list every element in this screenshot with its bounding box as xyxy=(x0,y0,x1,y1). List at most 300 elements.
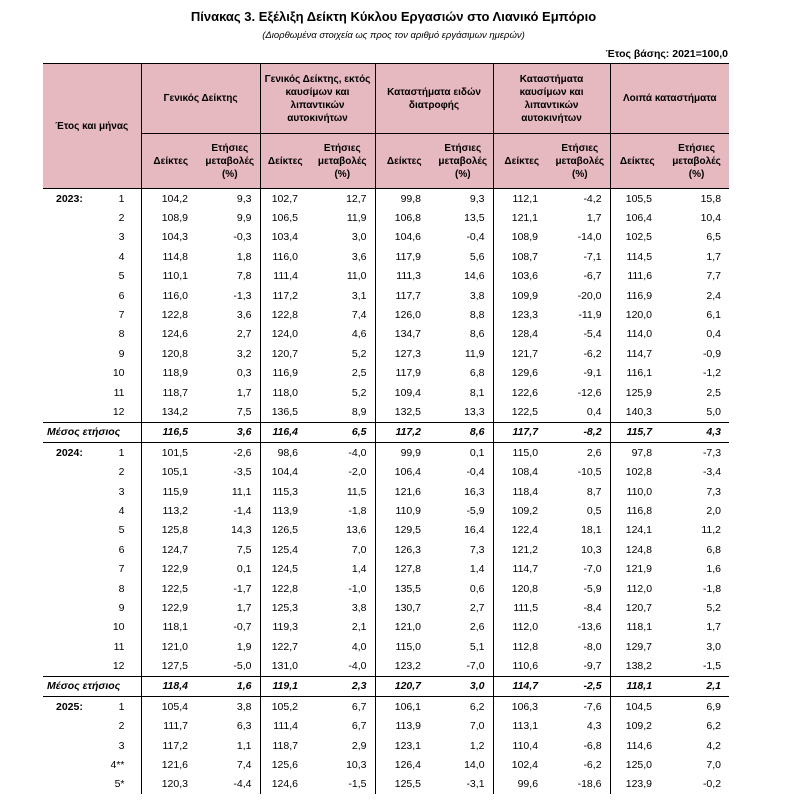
table-row xyxy=(43,383,729,402)
row-label-cell xyxy=(43,462,141,481)
index-value: 106,5 xyxy=(260,208,310,227)
subheader-annual-change: Ετήσιες μεταβολές (%) xyxy=(550,134,610,189)
index-value: 121,6 xyxy=(141,755,200,774)
index-value: 120,8 xyxy=(141,344,200,363)
annual-change-value: 6,5 xyxy=(706,231,722,244)
annual-change-value: -1,5 xyxy=(348,778,367,791)
annual-change-value: 3,6 xyxy=(236,309,252,322)
index-value: 128,4 xyxy=(493,325,550,344)
annual-change-value: -9,7 xyxy=(583,660,602,673)
annual-change-value: -6,2 xyxy=(583,347,602,360)
row-label-cell xyxy=(43,540,141,559)
row-label-cell xyxy=(43,521,141,540)
month-label: 12 xyxy=(112,660,125,673)
row-label-cell xyxy=(43,775,141,794)
annual-change-value: -0,3 xyxy=(233,231,252,244)
table-row xyxy=(43,286,729,305)
index-value: 99,6 xyxy=(493,775,550,794)
average-change-value: 2,3 xyxy=(310,676,375,696)
year-label xyxy=(43,697,141,717)
annual-change-value: 2,9 xyxy=(351,739,367,752)
average-change-value: -2,5 xyxy=(550,676,610,696)
index-value: 121,6 xyxy=(375,482,433,501)
annual-change-value: 14,0 xyxy=(464,759,485,772)
row-label-cell xyxy=(43,208,141,227)
annual-change-value: 4,6 xyxy=(351,328,367,341)
average-change-value: 3,0 xyxy=(433,676,493,696)
index-value: 116,9 xyxy=(610,286,664,305)
index-value: 106,8 xyxy=(375,208,433,227)
table-row xyxy=(43,247,729,266)
annual-change-value: -8,0 xyxy=(583,640,602,653)
index-value: 113,9 xyxy=(375,717,433,736)
annual-change-value: 8,9 xyxy=(351,405,367,418)
annual-change-value: 10,4 xyxy=(700,212,722,225)
average-change-value: -8,2 xyxy=(550,422,610,442)
month-label: 7 xyxy=(118,309,125,322)
index-value: 102,7 xyxy=(260,189,310,209)
index-value: 122,5 xyxy=(141,579,200,598)
annual-change-value: 6,9 xyxy=(664,697,729,717)
average-change-value: 3,6 xyxy=(200,422,260,442)
annual-change-value: 7,0 xyxy=(706,759,722,772)
month-label: 4** xyxy=(110,759,125,772)
year-text: 2025: xyxy=(56,700,83,713)
annual-change-value: -7,0 xyxy=(583,563,602,576)
annual-change-value: 1,7 xyxy=(706,250,722,263)
annual-change-value: -18,6 xyxy=(577,778,602,791)
index-value: 102,4 xyxy=(493,755,550,774)
annual-change-value: -0,4 xyxy=(466,231,485,244)
annual-change-value: 11,5 xyxy=(346,485,367,498)
annual-change-value: 0,1 xyxy=(236,563,252,576)
annual-change-value: 18,1 xyxy=(581,524,602,537)
index-value: 129,7 xyxy=(610,637,664,656)
subheader-index: Δείκτες xyxy=(375,134,433,189)
annual-change-value: 7,5 xyxy=(236,405,252,418)
table-row xyxy=(43,598,729,617)
index-value: 124,6 xyxy=(260,775,310,794)
index-value: 114,6 xyxy=(610,736,664,755)
row-label-cell xyxy=(43,364,141,383)
annual-change-value: 1,6 xyxy=(706,563,722,576)
annual-change-value: 1,9 xyxy=(236,640,252,653)
index-value: 118,7 xyxy=(141,383,200,402)
index-value: 111,3 xyxy=(375,267,433,286)
table-row xyxy=(43,344,729,363)
index-value: 114,0 xyxy=(610,325,664,344)
annual-change-value: 1,7 xyxy=(706,621,722,634)
month-label: 9 xyxy=(118,601,125,614)
month-label: 3 xyxy=(118,739,125,752)
annual-change-value: 0,4 xyxy=(586,405,602,418)
table-row xyxy=(43,501,729,520)
annual-change-value: -14,0 xyxy=(577,231,602,244)
annual-change-value: 1,4 xyxy=(469,563,485,576)
annual-change-value: -0,4 xyxy=(466,466,485,479)
index-value: 117,9 xyxy=(375,364,433,383)
index-value: 104,2 xyxy=(141,189,200,209)
index-value: 103,6 xyxy=(493,267,550,286)
annual-change-value: 1,2 xyxy=(469,739,485,752)
table-row xyxy=(43,364,729,383)
index-value: 116,0 xyxy=(260,247,310,266)
subheader-index: Δείκτες xyxy=(141,134,200,189)
annual-change-value: 3,1 xyxy=(351,289,367,302)
annual-change-value: -6,7 xyxy=(583,270,602,283)
month-label: 3 xyxy=(118,231,125,244)
annual-change-value: -1,5 xyxy=(702,660,722,673)
annual-change-value: -9,1 xyxy=(583,367,602,380)
annual-change-value: -7,6 xyxy=(550,697,610,717)
index-value: 129,5 xyxy=(375,521,433,540)
row-label-header: Έτος και μήνας xyxy=(43,64,141,189)
annual-change-value: 2,7 xyxy=(236,328,252,341)
index-value: 118,9 xyxy=(141,364,200,383)
index-value: 101,5 xyxy=(141,443,200,463)
row-label-cell xyxy=(43,383,141,402)
annual-change-value: 2,6 xyxy=(550,443,610,463)
annual-change-value: -8,4 xyxy=(583,601,602,614)
index-value: 120,7 xyxy=(610,598,664,617)
subheader-row xyxy=(43,134,729,189)
group-header-general-index: Γενικός Δείκτης xyxy=(141,64,260,134)
index-value: 98,6 xyxy=(260,443,310,463)
annual-change-value: 7,3 xyxy=(706,485,722,498)
index-value: 116,8 xyxy=(610,501,664,520)
index-value: 126,4 xyxy=(375,755,433,774)
annual-change-value: 10,3 xyxy=(581,543,602,556)
annual-change-value: -7,3 xyxy=(664,443,729,463)
annual-change-value: -1,8 xyxy=(702,582,722,595)
index-value: 140,3 xyxy=(610,402,664,422)
index-value: 134,2 xyxy=(141,402,200,422)
annual-change-value: -3,5 xyxy=(233,466,252,479)
index-value: 103,4 xyxy=(260,228,310,247)
annual-change-value: 13,5 xyxy=(464,212,485,225)
index-value: 118,7 xyxy=(260,736,310,755)
index-value: 121,1 xyxy=(493,208,550,227)
table-row xyxy=(43,775,729,794)
annual-change-value: -10,5 xyxy=(577,466,602,479)
index-value: 121,7 xyxy=(493,344,550,363)
group-header-general-excl-fuel: Γενικός Δείκτης, εκτός καυσίμων και λιπαντικών αυτοκινήτων xyxy=(260,64,375,134)
annual-change-value: 5,2 xyxy=(706,601,722,614)
index-value: 134,7 xyxy=(375,325,433,344)
index-value: 123,2 xyxy=(375,656,433,676)
index-value: 120,3 xyxy=(141,775,200,794)
row-label-cell xyxy=(43,325,141,344)
month-label: 5 xyxy=(118,270,125,283)
row-label-cell xyxy=(43,598,141,617)
table-row xyxy=(43,189,729,209)
index-value: 122,8 xyxy=(141,305,200,324)
month-label: 9 xyxy=(118,347,125,360)
annual-change-value: 11,2 xyxy=(701,524,722,537)
table-row xyxy=(43,579,729,598)
annual-change-value: 5,1 xyxy=(469,640,485,653)
index-value: 126,5 xyxy=(260,521,310,540)
index-value: 109,2 xyxy=(610,717,664,736)
annual-change-value: 2,0 xyxy=(706,504,722,517)
index-value: 114,7 xyxy=(493,559,550,578)
index-value: 123,9 xyxy=(610,775,664,794)
row-label-cell xyxy=(43,736,141,755)
index-value: 115,0 xyxy=(493,443,550,463)
annual-change-value: 7,5 xyxy=(236,543,252,556)
group-header-fuel-stores: Καταστήματα καυσίμων και λιπαντικών αυτοκινήτων xyxy=(493,64,610,134)
index-value: 130,7 xyxy=(375,598,433,617)
annual-change-value: 6,7 xyxy=(351,720,367,733)
average-index-value: 116,4 xyxy=(260,422,310,442)
base-year-note: Έτος βάσης: 2021=100,0 xyxy=(605,48,728,60)
annual-change-value: 0,3 xyxy=(236,367,252,380)
annual-change-value: -1,0 xyxy=(348,582,367,595)
annual-change-value: 9,3 xyxy=(200,189,260,209)
index-value: 127,8 xyxy=(375,559,433,578)
index-value: 125,3 xyxy=(260,598,310,617)
year-text: 2023: xyxy=(56,192,83,205)
index-value: 118,0 xyxy=(260,383,310,402)
annual-change-value: 3,0 xyxy=(351,231,367,244)
table-row xyxy=(43,267,729,286)
average-index-value: 114,7 xyxy=(493,676,550,696)
index-value: 109,2 xyxy=(493,501,550,520)
index-value: 115,0 xyxy=(375,637,433,656)
index-value: 135,5 xyxy=(375,579,433,598)
annual-change-value: 2,1 xyxy=(351,621,367,634)
annual-change-value: 11,9 xyxy=(346,212,367,225)
month-label: 6 xyxy=(118,289,125,302)
average-index-value: 117,7 xyxy=(493,422,550,442)
index-value: 116,1 xyxy=(610,364,664,383)
index-value: 110,9 xyxy=(375,501,433,520)
annual-change-value: -1,3 xyxy=(233,289,252,302)
annual-change-value: 13,6 xyxy=(346,524,367,537)
annual-change-value: -7,0 xyxy=(466,660,485,673)
index-value: 124,8 xyxy=(610,540,664,559)
index-value: 122,9 xyxy=(141,598,200,617)
table-row xyxy=(43,402,729,422)
annual-change-value: 0,4 xyxy=(706,328,722,341)
annual-change-value: 2,4 xyxy=(706,289,722,302)
table-row xyxy=(43,305,729,324)
index-value: 110,6 xyxy=(493,656,550,676)
annual-change-value: 2,7 xyxy=(469,601,485,614)
table-row xyxy=(43,540,729,559)
index-value: 124,7 xyxy=(141,540,200,559)
table-row xyxy=(43,717,729,736)
table-row xyxy=(43,462,729,481)
index-value: 124,1 xyxy=(610,521,664,540)
annual-change-value: -4,4 xyxy=(233,778,252,791)
annual-change-value: 5,6 xyxy=(469,250,485,263)
row-label-cell xyxy=(43,344,141,363)
annual-change-value: 6,8 xyxy=(469,367,485,380)
index-value: 117,9 xyxy=(375,247,433,266)
index-value: 108,9 xyxy=(141,208,200,227)
annual-change-value: -1,8 xyxy=(348,504,367,517)
average-index-value: 120,7 xyxy=(375,676,433,696)
annual-change-value: -3,4 xyxy=(702,466,722,479)
table-row xyxy=(43,521,729,540)
annual-change-value: -4,2 xyxy=(550,189,610,209)
annual-change-value: 8,8 xyxy=(469,309,485,322)
row-label-cell xyxy=(43,402,141,422)
annual-change-value: 4,2 xyxy=(706,739,722,752)
annual-change-value: -5,9 xyxy=(583,582,602,595)
annual-change-value: 1,1 xyxy=(236,739,252,752)
index-value: 122,4 xyxy=(493,521,550,540)
subheader-annual-change: Ετήσιες μεταβολές (%) xyxy=(310,134,375,189)
annual-change-value: 3,0 xyxy=(706,640,722,653)
month-label: 1 xyxy=(118,446,125,459)
annual-change-value: 0,5 xyxy=(586,504,602,517)
index-value: 104,3 xyxy=(141,228,200,247)
month-label: 11 xyxy=(113,386,125,399)
subheader-index: Δείκτες xyxy=(493,134,550,189)
index-value: 113,9 xyxy=(260,501,310,520)
index-value: 108,9 xyxy=(493,228,550,247)
index-value: 118,4 xyxy=(493,482,550,501)
index-value: 104,4 xyxy=(260,462,310,481)
month-label: 10 xyxy=(112,367,125,380)
index-value: 121,2 xyxy=(493,540,550,559)
annual-change-value: -4,0 xyxy=(310,443,375,463)
index-value: 125,8 xyxy=(141,521,200,540)
index-value: 117,2 xyxy=(141,736,200,755)
index-value: 106,1 xyxy=(375,697,433,717)
month-label: 2 xyxy=(118,212,125,225)
month-label: 6 xyxy=(118,543,125,556)
subheader-annual-change: Ετήσιες μεταβολές (%) xyxy=(664,134,729,189)
annual-change-value: -1,7 xyxy=(233,582,252,595)
index-value: 121,0 xyxy=(141,637,200,656)
index-value: 112,8 xyxy=(493,637,550,656)
index-value: 124,6 xyxy=(141,325,200,344)
index-value: 117,2 xyxy=(260,286,310,305)
index-value: 114,5 xyxy=(610,247,664,266)
month-label: 4 xyxy=(118,504,125,517)
annual-change-value: 3,6 xyxy=(351,250,367,263)
index-value: 125,5 xyxy=(375,775,433,794)
index-value: 125,4 xyxy=(260,540,310,559)
index-value: 104,5 xyxy=(610,697,664,717)
index-value: 106,3 xyxy=(493,697,550,717)
annual-change-value: -0,9 xyxy=(702,347,722,360)
annual-change-value: 8,7 xyxy=(586,485,602,498)
index-value: 122,9 xyxy=(141,559,200,578)
index-value: 132,5 xyxy=(375,402,433,422)
annual-change-value: 16,4 xyxy=(464,524,485,537)
annual-change-value: -20,0 xyxy=(577,289,602,302)
annual-change-value: 3,8 xyxy=(469,289,485,302)
index-value: 122,8 xyxy=(260,305,310,324)
year-label xyxy=(43,443,141,463)
table-row xyxy=(43,482,729,501)
month-label: 10 xyxy=(112,621,125,634)
annual-change-value: 15,8 xyxy=(664,189,729,209)
index-value: 105,4 xyxy=(141,697,200,717)
annual-change-value: -1,2 xyxy=(702,367,722,380)
index-value: 114,7 xyxy=(610,344,664,363)
index-value: 124,5 xyxy=(260,559,310,578)
annual-change-value: -5,4 xyxy=(583,328,602,341)
annual-change-value: 7,0 xyxy=(351,543,367,556)
average-index-value: 115,7 xyxy=(610,422,664,442)
annual-change-value: -6,2 xyxy=(583,759,602,772)
table-row xyxy=(43,208,729,227)
index-value: 102,5 xyxy=(610,228,664,247)
row-label-cell xyxy=(43,656,141,676)
index-value: 121,0 xyxy=(375,618,433,637)
annual-change-value: 11,0 xyxy=(346,270,367,283)
table-row xyxy=(43,443,729,463)
annual-change-value: 6,7 xyxy=(310,697,375,717)
month-label: 1 xyxy=(118,700,125,713)
annual-change-value: 3,8 xyxy=(200,697,260,717)
table-row xyxy=(43,228,729,247)
index-value: 120,7 xyxy=(260,344,310,363)
subheader-annual-change: Ετήσιες μεταβολές (%) xyxy=(200,134,260,189)
annual-change-value: 10,3 xyxy=(346,759,367,772)
month-label: 5* xyxy=(114,778,125,791)
index-value: 111,4 xyxy=(260,267,310,286)
index-value: 118,1 xyxy=(141,618,200,637)
index-value: 99,8 xyxy=(375,189,433,209)
average-index-value: 118,4 xyxy=(141,676,200,696)
index-value: 108,4 xyxy=(493,462,550,481)
index-value: 112,0 xyxy=(493,618,550,637)
index-value: 114,8 xyxy=(141,247,200,266)
annual-change-value: 7,7 xyxy=(706,270,722,283)
index-value: 127,3 xyxy=(375,344,433,363)
month-label: 11 xyxy=(113,640,125,653)
index-value: 131,0 xyxy=(260,656,310,676)
index-value: 109,4 xyxy=(375,383,433,402)
annual-change-value: -1,4 xyxy=(233,504,252,517)
table-row xyxy=(43,618,729,637)
average-index-value: 116,5 xyxy=(141,422,200,442)
index-value: 116,0 xyxy=(141,286,200,305)
annual-change-value: 3,2 xyxy=(236,347,252,360)
annual-change-value: 14,6 xyxy=(464,270,485,283)
annual-change-value: -13,6 xyxy=(577,621,602,634)
row-label-cell xyxy=(43,637,141,656)
index-value: 113,2 xyxy=(141,501,200,520)
annual-change-value: 9,3 xyxy=(433,189,493,209)
annual-change-value: 5,0 xyxy=(706,405,722,418)
index-value: 118,1 xyxy=(610,618,664,637)
index-value: 105,1 xyxy=(141,462,200,481)
annual-change-value: 7,3 xyxy=(469,543,485,556)
index-value: 110,1 xyxy=(141,267,200,286)
annual-change-value: 1,4 xyxy=(351,563,367,576)
index-value: 123,1 xyxy=(375,736,433,755)
subheader-index: Δείκτες xyxy=(610,134,664,189)
annual-change-value: 6,2 xyxy=(706,720,722,733)
annual-change-value: 1,7 xyxy=(236,601,252,614)
index-value: 125,9 xyxy=(610,383,664,402)
annual-average-label: Μέσος ετήσιος xyxy=(43,676,141,696)
index-value: 119,3 xyxy=(260,618,310,637)
average-index-value: 117,2 xyxy=(375,422,433,442)
annual-change-value: 1,8 xyxy=(236,250,252,263)
annual-change-value: 6,2 xyxy=(433,697,493,717)
annual-change-value: 14,3 xyxy=(231,524,252,537)
index-value: 105,5 xyxy=(610,189,664,209)
subheader-index: Δείκτες xyxy=(260,134,310,189)
